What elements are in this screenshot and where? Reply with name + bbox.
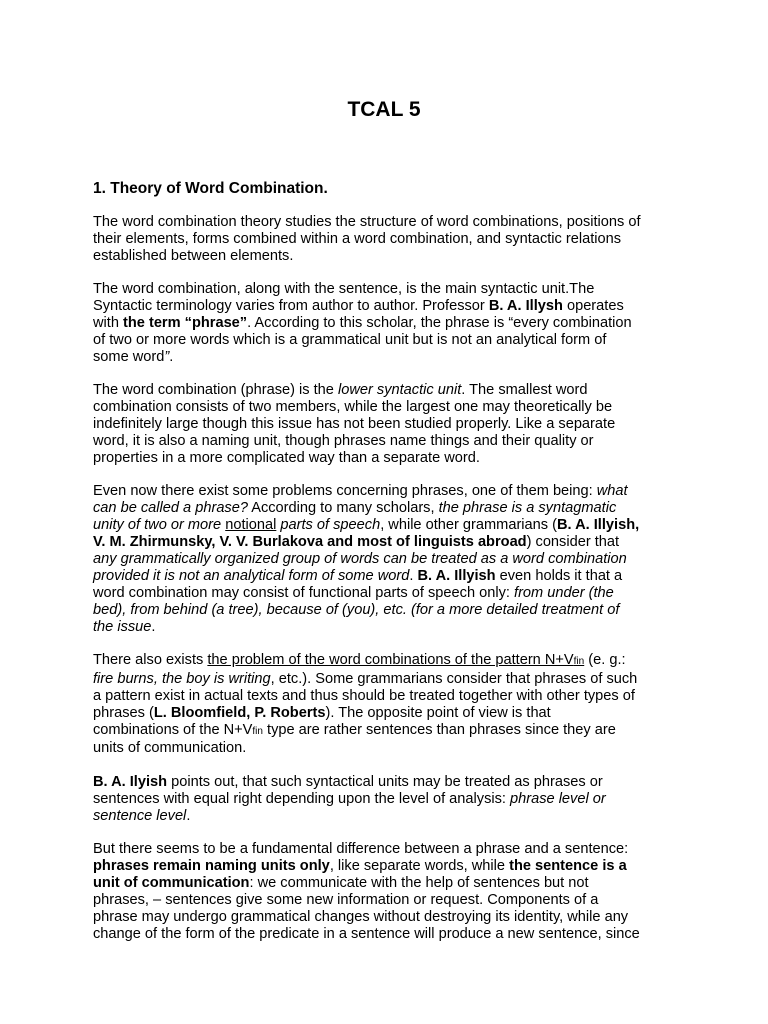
emphasis-text: phrase level or [510, 790, 606, 807]
text-line: phrases, – sentences give some new information or request. Components of a [93, 891, 599, 908]
text-line: word, it is also a naming unit, though phrases name things and their quality or [93, 432, 594, 449]
text-line: established between elements. [93, 247, 294, 264]
text-line [93, 774, 683, 791]
paragraph-2 [93, 281, 683, 366]
text-line: of two or more words which is a grammatical unit but is not an analytical form of [93, 331, 607, 348]
text-run: some word [93, 348, 165, 365]
text-line: properties in a more complicated way than a separate word. [93, 449, 480, 466]
text-line: indefinitely large though this issue has not been studied properly. Like a separate [93, 416, 616, 433]
text-line [93, 585, 683, 602]
text-run: sentences with equal right depending upon the level of analysis: [93, 790, 511, 807]
author-names: L. Bloomfield, P. Roberts [153, 704, 326, 721]
text-line [93, 808, 683, 825]
paragraph-7 [93, 841, 683, 942]
author-name: B. A. Ilyish [93, 773, 168, 790]
document-title: TCAL 5 [347, 98, 421, 121]
text-run: . [186, 807, 191, 824]
text-run: phrases ( [93, 704, 154, 721]
text-line [93, 298, 683, 315]
text-run: There also exists [93, 651, 208, 668]
author-name: B. A. Illyish, [557, 517, 640, 534]
text-line [93, 517, 683, 534]
text-line [93, 602, 683, 619]
text-run: . According to this scholar, the phrase is “every combination [247, 315, 632, 332]
emphasis-text: bed), from behind (a tree), because of (you), etc. (for a more detailed treatment of [93, 601, 620, 618]
text-line [93, 315, 683, 332]
emphasis-text: lower syntactic unit [337, 382, 462, 399]
emphasis-text: sentence level [93, 807, 187, 824]
text-run: : we communicate with the help of sentences but not [249, 874, 589, 891]
text-run: points out, that such syntactical units may be treated as phrases or [167, 773, 603, 790]
subscript: fin [252, 725, 263, 737]
text-run: . [151, 618, 156, 635]
text-run: the problem of the word combinations of the pattern N+V [207, 651, 574, 668]
paragraph-1 [93, 214, 683, 265]
text-line: combination consists of two members, while the largest one may theoretically be [93, 399, 613, 416]
text-line [93, 500, 683, 517]
text-line [93, 875, 683, 892]
text-run: Even now there exist some problems concerning phrases, one of them being: [93, 483, 597, 500]
author-name: B. A. Illysh [488, 298, 563, 315]
text-run: . [169, 348, 174, 365]
paragraph-3 [93, 382, 683, 467]
text-line: The word combination, along with the sentence, is the main syntactic unit.The [93, 281, 595, 298]
text-line: The word combination theory studies the structure of word combinations, positions of [93, 214, 641, 230]
text-run: ) consider that [526, 534, 620, 550]
emphasis-text: unity of two or more [93, 517, 226, 534]
emphasis-text: any grammatically organized group of words can be treated as a word combination [93, 550, 627, 567]
text-run: with [93, 315, 124, 332]
text-run: . [409, 567, 418, 584]
emphasis-text: the phrase is a syntagmatic [438, 500, 617, 517]
text-run: . The smallest word [461, 382, 588, 399]
text-run: ” [164, 348, 170, 365]
text-line [93, 858, 683, 875]
text-run: Syntactic terminology varies from author to author. Professor [93, 298, 489, 315]
document-body [93, 214, 683, 959]
paragraph-4 [93, 483, 683, 635]
emphasis-text: the issue [93, 618, 152, 635]
text-run: type are rather sentences than phrases since they are [262, 721, 616, 738]
text-line: But there seems to be a fundamental difference between a phrase and a sentence: [93, 841, 629, 858]
text-line: change of the form of the predicate in a sentence will produce a new sentence, since [93, 925, 640, 942]
text-line: a pattern exist in actual texts and thus should be treated together with other types of [93, 687, 635, 704]
emphasis-text: parts of speech [276, 517, 381, 534]
text-line: their elements, forms combined within a word combination, and syntactic relations [93, 230, 622, 247]
text-run: ). The opposite point of view is that [325, 704, 551, 721]
emphasis-text: can be called a phrase? [93, 500, 248, 517]
underlined-text [207, 652, 584, 668]
text-run: word combination may consist of functional parts of speech only: [93, 584, 515, 601]
emphasis-text: from under (the [514, 584, 614, 601]
text-line [93, 619, 683, 636]
subscript: fin [573, 655, 585, 667]
text-line [93, 652, 683, 671]
bold-text: phrases remain naming units only [93, 858, 330, 874]
text-run: According to many scholars, [247, 500, 439, 517]
text-line: units of communication. [93, 740, 247, 757]
text-line [93, 568, 683, 585]
bold-text: unit of communication [93, 874, 250, 891]
bold-text: the sentence is a [509, 858, 627, 874]
text-line [93, 534, 683, 551]
text-line: phrase may undergo grammatical changes without destroying its identity, while any [93, 908, 629, 925]
text-line [93, 349, 683, 366]
text-run: combinations of the N+V [93, 721, 253, 738]
text-run: , like separate words, while [329, 858, 510, 874]
text-line [93, 551, 683, 568]
underlined-term: notional [225, 517, 277, 534]
text-run: (e. g.: [584, 651, 626, 668]
section-heading: 1. Theory of Word Combination. [93, 180, 328, 197]
emphasis-text: what [596, 483, 628, 500]
emphasis-text: provided it is not an analytical form of some word [93, 567, 410, 584]
text-line [93, 791, 683, 808]
paragraph-6 [93, 774, 683, 825]
term-phrase: the term “phrase” [123, 315, 248, 332]
paragraph-5 [93, 652, 683, 757]
text-line [93, 722, 683, 741]
text-run: , while other grammarians ( [380, 517, 557, 534]
text-line [93, 483, 683, 500]
text-line [93, 705, 683, 722]
text-line [93, 382, 683, 399]
text-run: operates [562, 298, 624, 315]
author-names: V. M. Zhirmunsky, V. V. Burlakova and most of linguists abroad [93, 534, 527, 550]
emphasis-text: fire burns, the boy is writing [93, 670, 271, 687]
text-run: even holds it that a [495, 567, 623, 584]
text-run: The word combination (phrase) is the [93, 382, 338, 399]
author-name: B. A. Illyish [417, 567, 496, 584]
text-line [93, 671, 683, 688]
text-run: , etc.). Some grammarians consider that phrases of such [270, 670, 638, 687]
